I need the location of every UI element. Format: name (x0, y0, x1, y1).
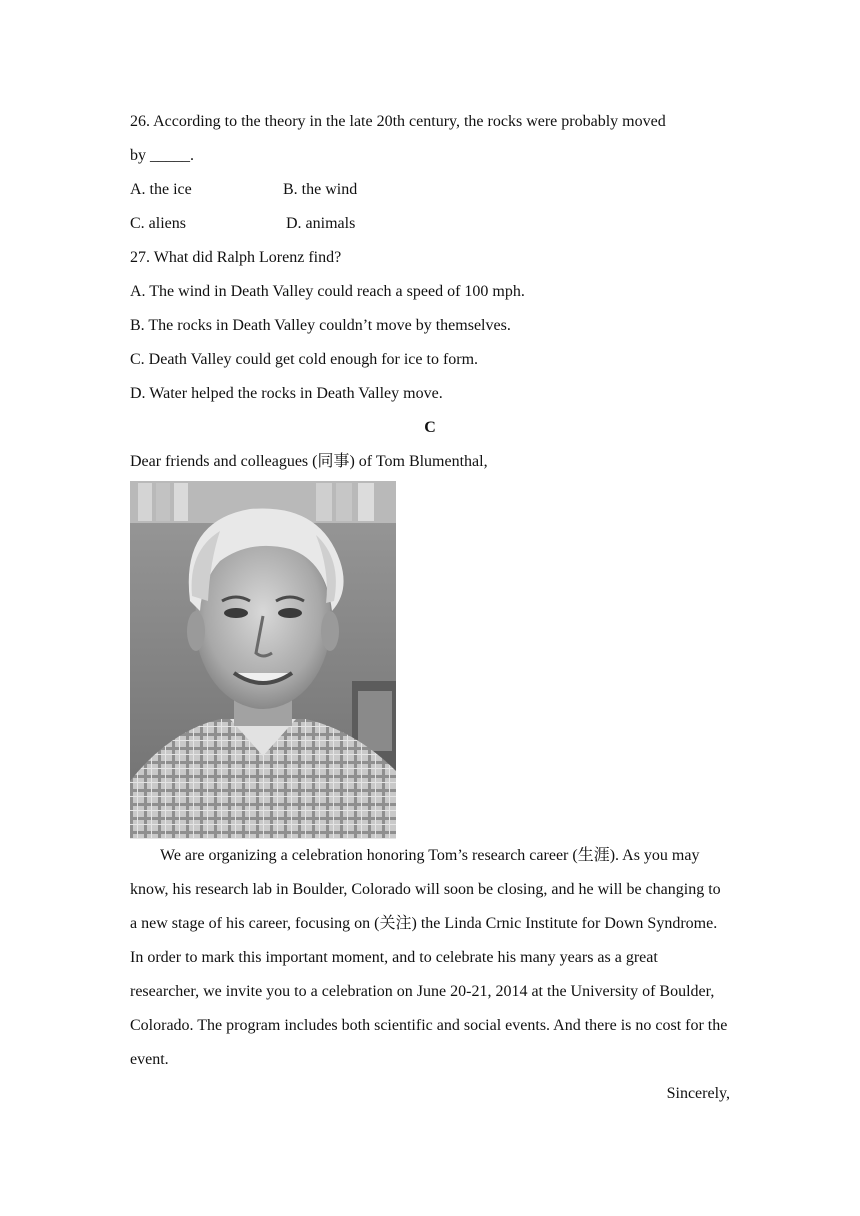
letter-closing: Sincerely, (666, 1085, 730, 1102)
question-27-option-a: A. The wind in Death Valley could reach a speed of 100 mph. (130, 283, 525, 300)
question-26-option-c: C. aliens (130, 215, 186, 232)
question-26-option-a: A. the ice (130, 181, 192, 198)
question-26-option-b: B. the wind (283, 181, 358, 198)
question-27-option-c: C. Death Valley could get cold enough for ice to form. (130, 351, 479, 368)
question-26-options-row-1 (130, 173, 730, 207)
letter-salutation: Dear friends and colleagues (同事) of Tom Blumenthal, (130, 453, 488, 470)
question-26-options-row-2 (130, 207, 730, 241)
question-27-stem: 27. What did Ralph Lorenz find? (130, 249, 342, 266)
question-27-option-b: B. The rocks in Death Valley couldn’t move by themselves. (130, 317, 511, 334)
letter-body-paragraph: We are organizing a celebration honoring Tom’s research career (生涯). As you may know, his research lab in Boulder, Colorado will soon be closing, and he will be changing to a new stage of his career, focusing on (关注) the Linda Crnic Institute for Down Syndrome. In order to mark this important moment, and to celebrate his many years as a great researcher, we invite you to a celebration on June 20-21, 2014 at the University of Boulder, Colorado. The program includes both scientific and social events. And there is no cost for the event. (130, 847, 728, 1068)
question-26-option-d: D. animals (286, 215, 356, 232)
section-heading: C (424, 419, 436, 436)
question-26-stem-line-1: 26. According to the theory in the late 20th century, the rocks were probably moved (130, 113, 666, 130)
document-page (130, 105, 730, 1111)
portrait-photo (130, 481, 396, 839)
question-26-stem-line-2: by _____. (130, 147, 194, 164)
question-27-option-d: D. Water helped the rocks in Death Valley move. (130, 385, 443, 402)
